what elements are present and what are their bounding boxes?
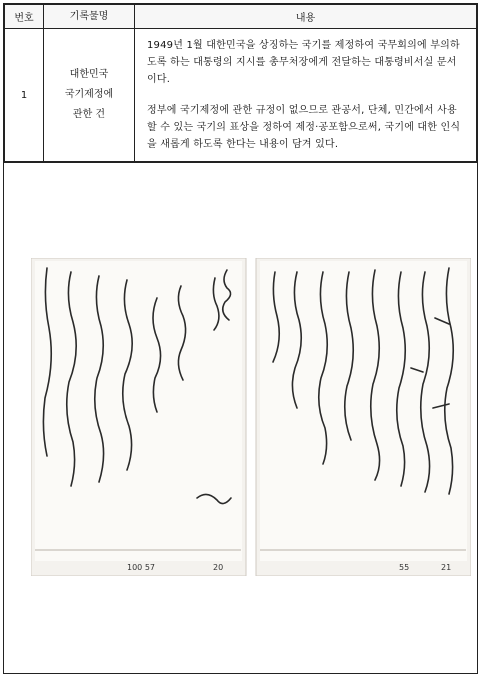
right-page-folio: 55 (399, 563, 410, 572)
record-title-line-3: 관한 건 (72, 109, 106, 120)
content-paragraph-1: 1949년 1월 대한민국을 상징하는 국기를 제정하여 국무회의에 부의하도록 하는 대통령의 지시를 총무처장에게 전달하는 대통령비서실 문서이다. (147, 40, 460, 85)
left-page-number: 20 (213, 563, 224, 572)
record-table (4, 4, 477, 162)
record-sheet (3, 3, 478, 674)
record-content (135, 29, 477, 162)
record-row (5, 29, 477, 162)
left-page-folio: 100 57 (127, 563, 155, 572)
header-number: 번호 (5, 5, 44, 29)
record-title-line-1: 대한민국 (69, 69, 109, 80)
record-number: 1 (5, 29, 44, 162)
header-content: 내용 (135, 5, 477, 29)
scanned-manuscript-image (31, 258, 471, 576)
record-title-line-2: 국기제정에 (64, 89, 114, 100)
right-page-number: 21 (441, 563, 452, 572)
manuscript-right-page (256, 258, 471, 576)
content-paragraph-2: 정부에 국기제정에 관한 규정이 없으므로 관공서, 단체, 민간에서 사용할 수 있는 국기의 표상을 정하여 제정·공포함으로써, 국기에 대한 인식을 새롭게 하도록 한다는 내용이 담겨 있다. (147, 105, 461, 150)
header-title: 기록물명 (44, 5, 135, 29)
header-row (5, 5, 477, 29)
manuscript-left-page (31, 258, 246, 576)
record-title (44, 29, 135, 162)
document-image-area (4, 162, 477, 673)
